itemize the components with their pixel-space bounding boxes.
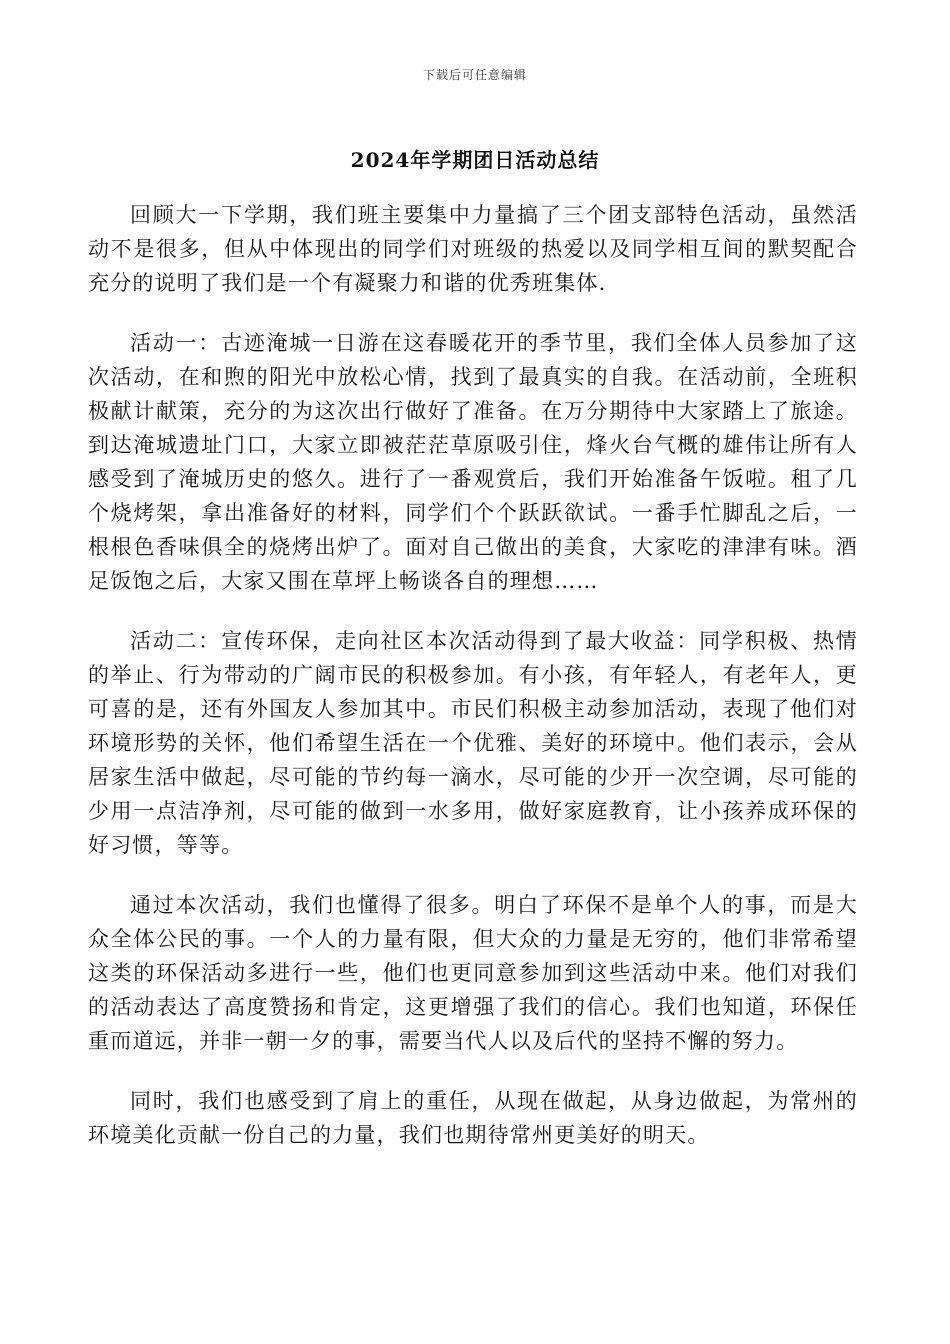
- paragraph-intro: 回顾大一下学期，我们班主要集中力量搞了三个团支部特色活动，虽然活动不是很多，但从中体现出的同学们对班级的热爱以及同学相互间的默契配合充分的说明了我们是一个有凝聚力和谐的优秀班集体.: [88, 203, 858, 295]
- paragraph-reflection: 通过本次活动，我们也懂得了很多。明白了环保不是单个人的事，而是大众全体公民的事。一个人的力量有限，但大众的力量是无穷的，他们非常希望这类的环保活动多进行一些，他们也更同意参加到这些活动中来。他们对我们的活动表达了高度赞扬和肯定，这更增强了我们的信心。我们也知道，环保任重而道远，并非一朝一夕的事，需要当代人以及后代的坚持不懈的努力。: [88, 893, 858, 1053]
- document-title: 2024年学期团日活动总结: [350, 148, 600, 172]
- page-header: 下载后可任意编辑: [422, 68, 527, 82]
- paragraph-conclusion: 同时，我们也感受到了肩上的重任，从现在做起，从身边做起，为常州的环境美化贡献一份自己的力量，我们也期待常州更美好的明天。: [88, 1089, 858, 1147]
- paragraph-activity-one: 活动一：古迹淹城一日游在这春暖花开的季节里，我们全体人员参加了这次活动，在和煦的阳光中放松心情，找到了最真实的自我。在活动前，全班积极献计献策，充分的为这次出行做好了准备。在万分期待中大家踏上了旅途。到达淹城遗址门口，大家立即被茫茫草原吸引住，烽火台气概的雄伟让所有人感受到了淹城历史的悠久。进行了一番观赏后，我们开始准备午饭啦。租了几个烧烤架，拿出准备好的材料，同学们个个跃跃欲试。一番手忙脚乱之后，一根根色香味俱全的烧烤出炉了。面对自己做出的美食，大家吃的津津有味。酒足饭饱之后，大家又围在草坪上畅谈各自的理想……: [88, 331, 858, 593]
- paragraph-activity-two: 活动二：宣传环保，走向社区本次活动得到了最大收益：同学积极、热情的举止、行为带动的广阔市民的积极参加。有小孩，有年轻人，有老年人，更可喜的是，还有外国友人参加其中。市民们积极主动参加活动，表现了他们对环境形势的关怀，他们希望生活在一个优雅、美好的环境中。他们表示，会从居家生活中做起，尽可能的节约每一滴水，尽可能的少开一次空调，尽可能的少用一点洁净剂，尽可能的做到一水多用，做好家庭教育，让小孩养成环保的好习惯，等等。: [88, 629, 858, 857]
- document-body: [88, 198, 858, 1178]
